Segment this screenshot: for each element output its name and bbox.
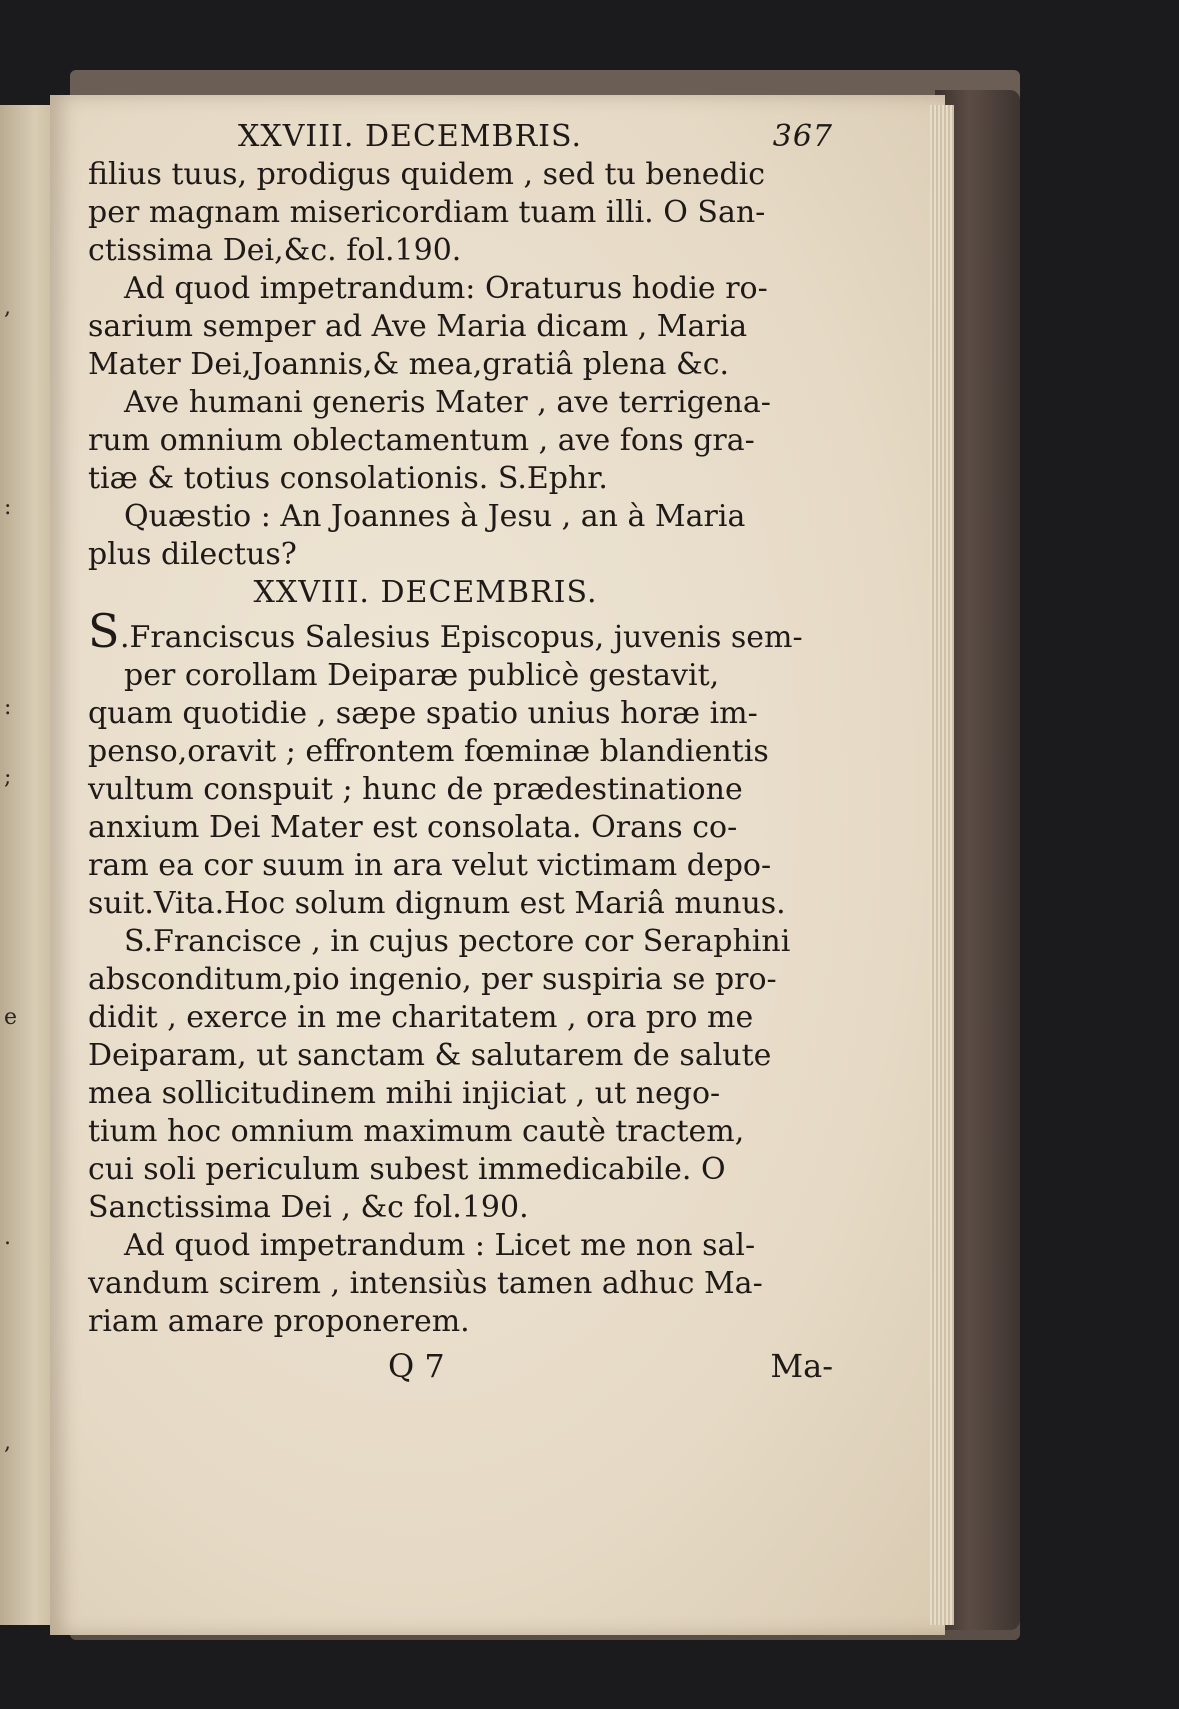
text-line: rum omnium oblectamentum , ave fons gra-	[88, 423, 755, 458]
text-line: didit , exerce in me charitatem , ora pro me	[88, 1000, 754, 1035]
text-line: tiæ & totius consolationis. S.Ephr.	[88, 461, 608, 496]
text-line: tium hoc omnium maximum cautè tractem,	[88, 1114, 745, 1149]
running-head	[88, 118, 833, 156]
catchword: Ma-	[770, 1347, 833, 1385]
signature-line	[88, 1347, 833, 1389]
page-number: 367	[772, 119, 833, 154]
text-line: anxium Dei Mater est consolata. Orans co-	[88, 810, 738, 845]
text-line: Quæstio : An Joannes à Jesu , an à Maria	[124, 499, 746, 534]
text-line: filius tuus, prodigus quidem , sed tu benedic	[88, 157, 766, 192]
text-line: Deiparam, ut sanctam & salutarem de salute	[88, 1038, 772, 1073]
facing-page-edge: , : : ; e . ,	[0, 105, 60, 1625]
text-line: Mater Dei,Joannis,& mea,gratiâ plena &c.	[88, 347, 730, 382]
text-line: Ave humani generis Mater , ave terrigena-	[124, 385, 771, 420]
text-line: per corollam Deiparæ publicè gestavit,	[124, 658, 720, 693]
text-line: riam amare proponerem.	[88, 1304, 470, 1339]
text-line-rest: .Franciscus Salesius Episcopus, juvenis sem-	[120, 620, 803, 655]
section-heading: XXVIII. DECEMBRIS.	[253, 575, 598, 610]
text-line: sarium semper ad Ave Maria dicam , Maria	[88, 309, 748, 344]
drop-capital: S	[88, 604, 120, 658]
text-line: Ad quod impetrandum: Oraturus hodie ro-	[124, 271, 768, 306]
text-line	[88, 604, 833, 658]
text-line: vultum conspuit ; hunc de prædestinatione	[88, 772, 743, 807]
text-line: absconditum,pio ingenio, per suspiria se pro-	[88, 962, 777, 997]
text-line: per magnam misericordiam tuam illi. O San-	[88, 195, 766, 230]
text-line: Sanctissima Dei , &c fol.190.	[88, 1190, 529, 1225]
text-line: plus dilectus?	[88, 537, 297, 572]
text-line: suit.Vita.Hoc solum dignum est Mariâ munus.	[88, 886, 786, 921]
text-line: ram ea cor suum in ara velut victimam depo-	[88, 848, 772, 883]
text-line: quam quotidie , sæpe spatio unius horæ im-	[88, 696, 758, 731]
signature-mark: Q 7	[388, 1347, 445, 1385]
text-line: Ad quod impetrandum : Licet me non sal-	[124, 1228, 756, 1263]
text-line: mea sollicitudinem mihi injiciat , ut nego-	[88, 1076, 721, 1111]
page-edges	[930, 105, 954, 1625]
text-line: ctissima Dei,&c. fol.190.	[88, 233, 462, 268]
text-line: penso,oravit ; effrontem fœminæ blandientis	[88, 734, 769, 769]
text-line: cui soli periculum subest immedicabile. O	[88, 1152, 726, 1187]
text-line: vandum scirem , intensiùs tamen adhuc Ma-	[88, 1266, 763, 1301]
page-text	[88, 118, 833, 1389]
running-head-title: XXVIII. DECEMBRIS.	[238, 119, 583, 154]
text-line: S.Francisce , in cujus pectore cor Seraphini	[124, 924, 791, 959]
